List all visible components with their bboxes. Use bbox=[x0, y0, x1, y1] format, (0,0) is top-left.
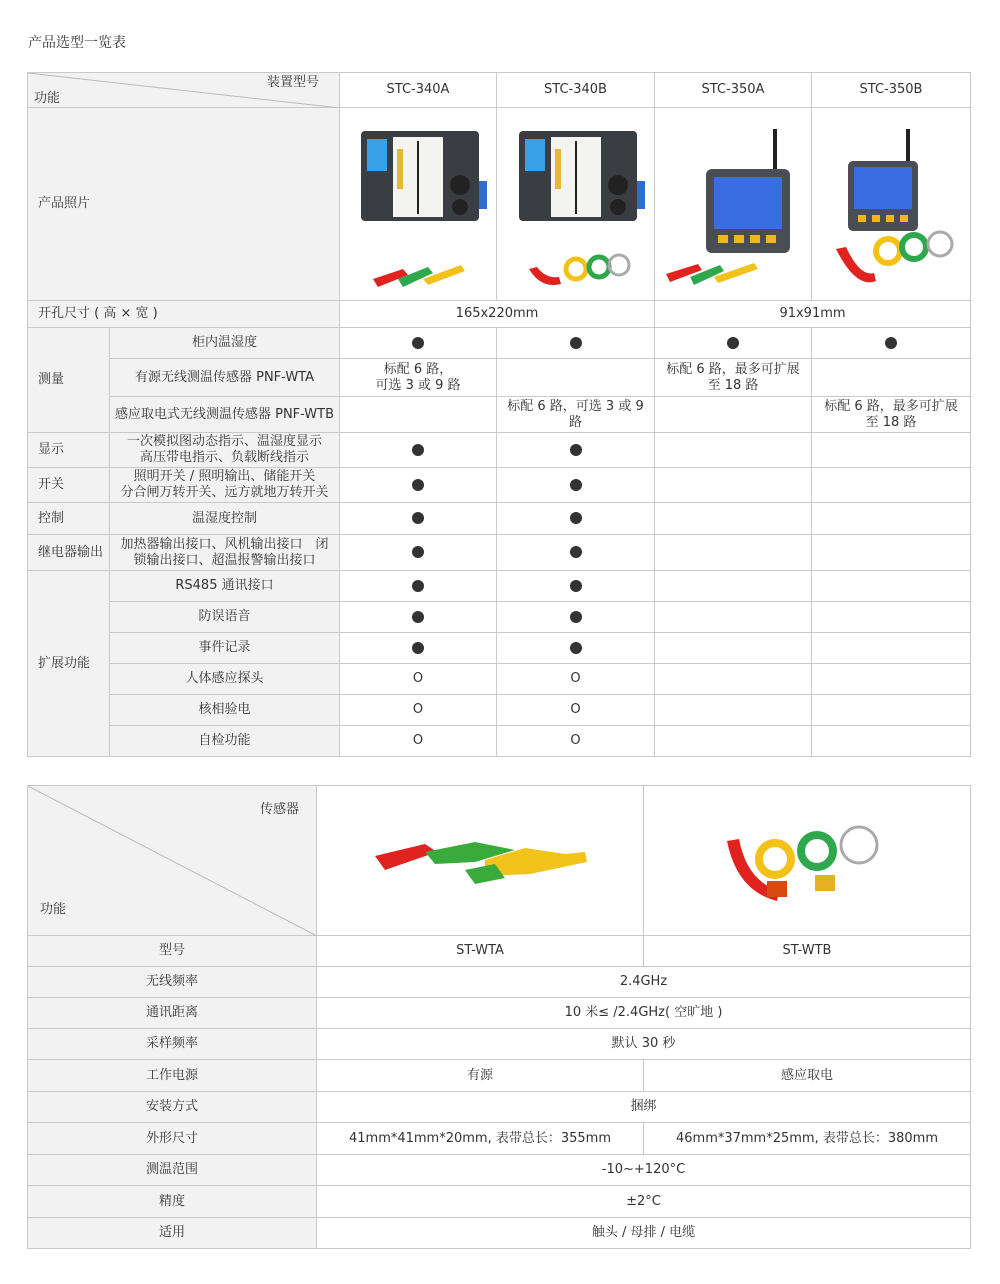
cell bbox=[812, 571, 971, 602]
cell: 2.4GHz bbox=[317, 967, 971, 998]
feature-ext: 防误语音 bbox=[110, 602, 340, 633]
feature-ext: 核相验电 bbox=[110, 695, 340, 726]
cutout-label: 开孔尺寸 ( 高 × 宽 ) bbox=[28, 301, 340, 328]
cell bbox=[655, 633, 812, 664]
cell bbox=[340, 328, 497, 359]
cell-line: 至 18 路 bbox=[865, 414, 917, 430]
cell-line: 标配 6 路， bbox=[383, 361, 453, 377]
standard-dot bbox=[570, 611, 582, 623]
feature-ext: 事件记录 bbox=[110, 633, 340, 664]
cell bbox=[812, 433, 971, 468]
cell bbox=[655, 328, 812, 359]
cell bbox=[812, 359, 971, 397]
optional-mark: O bbox=[570, 702, 581, 717]
corner-header bbox=[28, 73, 340, 108]
row-label: 采样频率 bbox=[28, 1029, 317, 1060]
cutout-340: 165x220mm bbox=[340, 301, 655, 328]
model-header: STC-340B bbox=[497, 73, 655, 108]
cell bbox=[340, 602, 497, 633]
feature-ext: RS485 通讯接口 bbox=[110, 571, 340, 602]
group-relay: 继电器输出 bbox=[28, 535, 110, 571]
cell bbox=[340, 695, 497, 726]
cell bbox=[497, 397, 655, 433]
cell bbox=[497, 535, 655, 571]
cell-line: 分合闸万转开关、远方就地万转开关 bbox=[120, 485, 329, 500]
model-header: STC-350B bbox=[812, 73, 971, 108]
feature-pnf-wta: 有源无线测温传感器 PNF-WTA bbox=[110, 359, 340, 397]
standard-dot bbox=[570, 444, 582, 456]
sensor-photo-wta bbox=[317, 786, 644, 936]
corner-model-label: 装置型号 bbox=[266, 75, 319, 90]
corner-func-label: 功能 bbox=[40, 902, 67, 917]
cell bbox=[497, 571, 655, 602]
standard-dot bbox=[412, 337, 424, 349]
row-label: 工作电源 bbox=[28, 1060, 317, 1092]
corner-sensor-label: 传感器 bbox=[260, 802, 300, 817]
row-label: 适用 bbox=[28, 1218, 317, 1249]
standard-dot bbox=[412, 479, 424, 491]
cell: 感应取电 bbox=[644, 1060, 971, 1092]
cell bbox=[655, 359, 812, 397]
cell-line: 高压带电指示、负载断线指示 bbox=[139, 450, 309, 465]
cell: 41mm*41mm*20mm, 表带总长：355mm bbox=[317, 1123, 644, 1155]
cell bbox=[340, 726, 497, 757]
corner-func-label: 功能 bbox=[34, 91, 61, 106]
cell bbox=[812, 535, 971, 571]
cell bbox=[655, 535, 812, 571]
cell bbox=[340, 571, 497, 602]
cell: 默认 30 秒 bbox=[317, 1029, 971, 1060]
optional-mark: O bbox=[412, 702, 424, 717]
standard-dot bbox=[412, 444, 424, 456]
cell bbox=[655, 433, 812, 468]
cell bbox=[812, 602, 971, 633]
product-photo-350a bbox=[655, 108, 812, 301]
cell bbox=[340, 359, 497, 397]
feature-switch bbox=[110, 468, 340, 503]
row-label: 型号 bbox=[28, 936, 317, 967]
cell-line: 一次模拟图动态指示、温湿度显示 bbox=[126, 434, 322, 449]
cell: 触头 / 母排 / 电缆 bbox=[317, 1218, 971, 1249]
cell bbox=[655, 664, 812, 695]
group-control: 控制 bbox=[28, 503, 110, 535]
product-photo-340a bbox=[340, 108, 497, 301]
cell-line: 加热器输出接口、风机输出接口 闭 bbox=[120, 536, 329, 552]
cell bbox=[655, 397, 812, 433]
cell-line: 至 18 路 bbox=[707, 377, 759, 393]
feature-relay bbox=[110, 535, 340, 571]
cell-line: 标配 6 路，最多可扩展 bbox=[666, 361, 800, 377]
group-measure: 测量 bbox=[28, 328, 110, 433]
model-header: STC-340A bbox=[340, 73, 497, 108]
row-label: 精度 bbox=[28, 1186, 317, 1218]
photo-label: 产品照片 bbox=[28, 108, 340, 301]
optional-mark: O bbox=[570, 671, 581, 686]
cell bbox=[340, 397, 497, 433]
feature-temp-humidity: 柜内温湿度 bbox=[110, 328, 340, 359]
standard-dot bbox=[412, 611, 424, 623]
cell-line: 锁输出接口、超温报警输出接口 bbox=[133, 552, 316, 568]
standard-dot bbox=[570, 512, 582, 524]
optional-mark: O bbox=[412, 733, 424, 748]
cell bbox=[655, 695, 812, 726]
cell bbox=[655, 468, 812, 503]
cell bbox=[340, 468, 497, 503]
row-label: 无线频率 bbox=[28, 967, 317, 998]
standard-dot bbox=[412, 642, 424, 654]
group-switch: 开关 bbox=[28, 468, 110, 503]
cutout-350: 91x91mm bbox=[655, 301, 971, 328]
cell bbox=[812, 726, 971, 757]
cell bbox=[812, 664, 971, 695]
cell bbox=[497, 664, 655, 695]
standard-dot bbox=[570, 337, 582, 349]
cell bbox=[497, 695, 655, 726]
cell: 捆绑 bbox=[317, 1092, 971, 1123]
product-photo-350b bbox=[812, 108, 971, 301]
cell bbox=[497, 468, 655, 503]
cell-line: 可选 3 或 9 路 bbox=[375, 377, 461, 393]
cell-line: 照明开关 / 照明输出、储能开关 bbox=[133, 469, 316, 484]
group-display: 显示 bbox=[28, 433, 110, 468]
cell bbox=[497, 433, 655, 468]
model-header: STC-350A bbox=[655, 73, 812, 108]
cell: ST-WTA bbox=[317, 936, 644, 967]
standard-dot bbox=[570, 479, 582, 491]
cell bbox=[655, 571, 812, 602]
cell bbox=[655, 602, 812, 633]
standard-dot bbox=[727, 337, 739, 349]
cell: ST-WTB bbox=[644, 936, 971, 967]
standard-dot bbox=[412, 546, 424, 558]
optional-mark: O bbox=[412, 671, 424, 686]
cell bbox=[340, 535, 497, 571]
cell bbox=[812, 328, 971, 359]
sensor-photo-wtb bbox=[644, 786, 971, 936]
cell bbox=[812, 695, 971, 726]
cell bbox=[497, 328, 655, 359]
standard-dot bbox=[570, 642, 582, 654]
optional-mark: O bbox=[570, 733, 581, 748]
standard-dot bbox=[412, 512, 424, 524]
cell: -10~+120°C bbox=[317, 1155, 971, 1186]
cell bbox=[812, 503, 971, 535]
standard-dot bbox=[570, 546, 582, 558]
feature-ext: 自检功能 bbox=[110, 726, 340, 757]
row-label: 安装方式 bbox=[28, 1092, 317, 1123]
cell bbox=[497, 359, 655, 397]
cell bbox=[812, 397, 971, 433]
row-label: 通讯距离 bbox=[28, 998, 317, 1029]
row-label: 外形尺寸 bbox=[28, 1123, 317, 1155]
sensor-corner-header bbox=[28, 786, 317, 936]
cell bbox=[497, 503, 655, 535]
cell-line: 路 bbox=[568, 414, 582, 430]
page-title: 产品选型一览表 bbox=[28, 35, 126, 51]
row-label: 测温范围 bbox=[28, 1155, 317, 1186]
standard-dot bbox=[570, 580, 582, 592]
feature-pnf-wtb: 感应取电式无线测温传感器 PNF-WTB bbox=[110, 397, 340, 433]
feature-display bbox=[110, 433, 340, 468]
cell: 46mm*37mm*25mm, 表带总长：380mm bbox=[644, 1123, 971, 1155]
cell bbox=[340, 633, 497, 664]
selection-table bbox=[27, 72, 971, 757]
product-photo-340b bbox=[497, 108, 655, 301]
cell bbox=[812, 468, 971, 503]
feature-ext: 人体感应探头 bbox=[110, 664, 340, 695]
feature-control: 温湿度控制 bbox=[110, 503, 340, 535]
cell bbox=[497, 726, 655, 757]
cell bbox=[655, 503, 812, 535]
cell bbox=[340, 433, 497, 468]
cell bbox=[497, 602, 655, 633]
cell: ±2°C bbox=[317, 1186, 971, 1218]
cell bbox=[812, 633, 971, 664]
standard-dot bbox=[885, 337, 897, 349]
cell-line: 标配 6 路，可选 3 或 9 bbox=[507, 398, 644, 414]
standard-dot bbox=[412, 580, 424, 592]
cell: 有源 bbox=[317, 1060, 644, 1092]
sensor-table bbox=[27, 785, 971, 1249]
cell-line: 标配 6 路，最多可扩展 bbox=[824, 398, 958, 414]
cell bbox=[340, 664, 497, 695]
cell: 10 米≤ /2.4GHz( 空旷地 ) bbox=[317, 998, 971, 1029]
cell bbox=[340, 503, 497, 535]
cell bbox=[655, 726, 812, 757]
group-ext: 扩展功能 bbox=[28, 571, 110, 757]
cell bbox=[497, 633, 655, 664]
